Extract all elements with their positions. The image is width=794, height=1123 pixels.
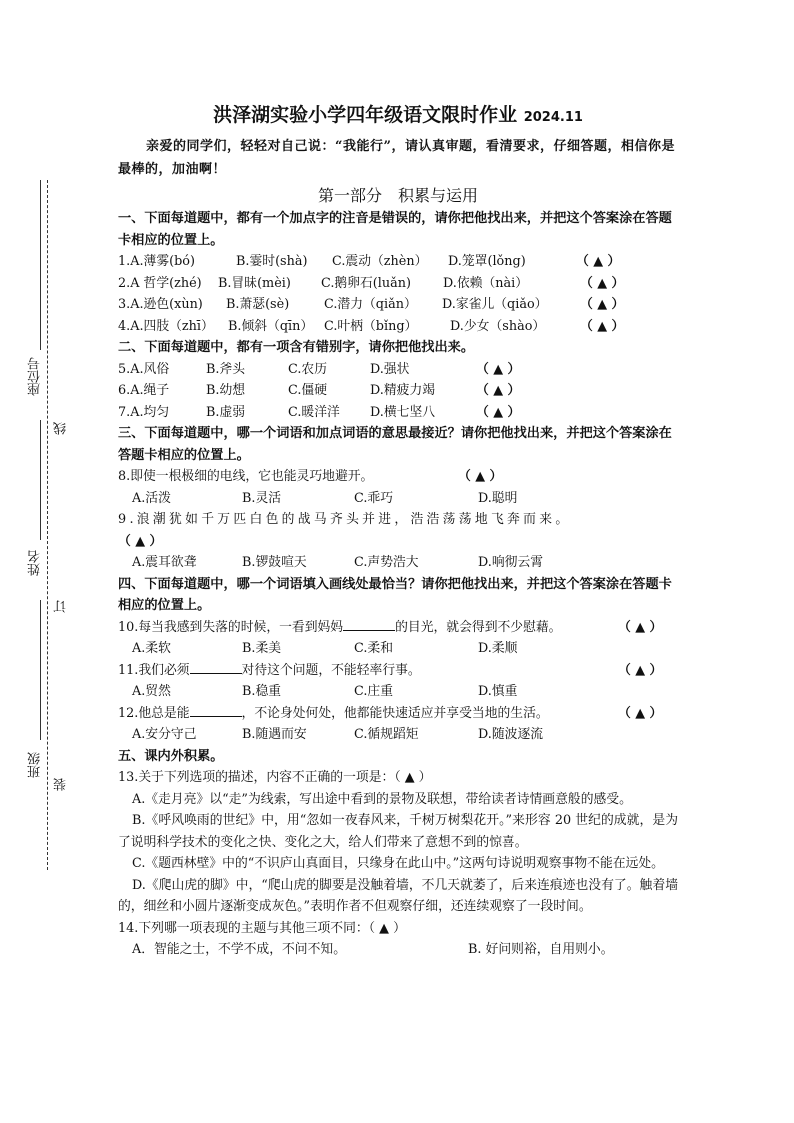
option-d[interactable]: D.随波逐流 — [478, 727, 544, 742]
intro-text: 亲爱的同学们，轻轻对自己说：“我能行”，请认真审题，看清要求，仔细答题，相信你是最棒的，加油啊！ — [118, 139, 675, 177]
question-6 — [118, 380, 678, 402]
option-c[interactable]: C.暖洋洋 — [288, 404, 340, 420]
section-1-heading: 一、下面每道题中，都有一个加点字的注音是错误的，请你把他找出来，并把这个答案涂在答题卡相应的位置上。 — [118, 211, 672, 248]
option-c[interactable]: C.声势浩大 — [354, 555, 419, 570]
class-blank[interactable] — [40, 600, 41, 740]
question-8-options — [118, 488, 678, 510]
question-12-stem — [118, 703, 678, 725]
fill-blank[interactable] — [190, 704, 242, 717]
option-a[interactable]: A．智能之士，不学不成，不问不知。 — [132, 942, 346, 957]
stem-before-blank: 11.我们必须 — [118, 662, 190, 678]
option-a[interactable]: A.安分守己 — [132, 727, 197, 742]
question-10-options — [118, 638, 678, 660]
question-11-options — [118, 681, 678, 703]
option-c[interactable]: C.庄重 — [354, 684, 393, 699]
option-b[interactable]: B.稳重 — [242, 684, 282, 699]
seat-number-blank[interactable] — [40, 180, 41, 350]
stem-before-blank: 12.他总是能 — [118, 705, 190, 721]
question-2 — [118, 273, 678, 295]
option-d[interactable]: D.柔顺 — [478, 641, 518, 656]
option-b[interactable]: B. 好问则裕，自用则小。 — [468, 942, 614, 957]
section-4-heading: 四、下面每道题中，哪一个词语填入画线处最恰当？请你把他找出来，并把这个答案涂在答题卡相应的位置上。 — [118, 576, 672, 613]
option-d[interactable]: D.家雀儿（qiǎo） — [442, 297, 548, 312]
option-b[interactable]: B.萧瑟(sè) — [226, 297, 290, 312]
question-13-option-d[interactable]: D.《爬山虎的脚》中，“爬山虎的脚要是没触着墙，不几天就萎了，后来连痕迹也没有了。触着墙的，细丝和小圆片逐渐变成灰色。”表明作者不但观察仔细，还连续观察了一段时间。 — [118, 877, 678, 914]
option-b[interactable]: B.锣鼓喧天 — [242, 555, 307, 570]
answer-slot[interactable]: （ ▲ ） — [476, 383, 521, 398]
option-a[interactable]: A.震耳欲聋 — [132, 555, 197, 570]
student-name-blank[interactable] — [40, 420, 41, 540]
option-c[interactable]: C.农历 — [288, 361, 327, 377]
binding-mark-zhuang: 装 — [54, 778, 69, 791]
question-9-stem — [118, 509, 678, 531]
answer-slot[interactable]: （ ▲ ） — [580, 318, 625, 334]
option-c[interactable]: C.潜力（qiǎn） — [324, 297, 417, 312]
option-b[interactable]: B.斧头 — [206, 361, 246, 377]
option-d[interactable]: D.聪明 — [478, 490, 518, 506]
answer-slot[interactable]: （ ▲ ） — [618, 619, 663, 635]
option-c[interactable]: C.僵硬 — [288, 383, 327, 398]
seat-number-label: 座位号 — [28, 357, 43, 396]
option-d[interactable]: D.笼罩(lǒng) — [448, 254, 526, 269]
question-text — [118, 660, 421, 682]
question-3 — [118, 294, 678, 316]
question-14-options — [118, 939, 678, 961]
binding-mark-ding: 订 — [54, 600, 69, 613]
option-d[interactable]: D.横七坚八 — [370, 404, 436, 420]
question-9-options — [118, 552, 678, 574]
title-text: 洪泽湖实验小学四年级语文限时作业 — [213, 104, 518, 126]
student-name-label: 姓名 — [28, 550, 43, 576]
option-a[interactable]: A.活泼 — [132, 490, 171, 506]
question-10-stem — [118, 617, 678, 639]
question-text: 13.关于下列选项的描述，内容不正确的一项是：（ ▲ ） — [118, 770, 432, 785]
option-a[interactable]: 4.A.四肢（zhī） — [118, 318, 214, 334]
option-c[interactable]: C.乖巧 — [354, 490, 393, 506]
answer-slot[interactable]: （ ▲ ） — [576, 254, 621, 269]
option-c[interactable]: C.柔和 — [354, 641, 393, 656]
stem-after-blank: ，不论身处何处，他都能快速适应并享受当地的生活。 — [241, 705, 549, 721]
question-13-stem — [118, 767, 678, 789]
binding-mark-line: 线 — [54, 422, 69, 435]
option-b[interactable]: B.虚弱 — [206, 404, 246, 420]
section-3-heading: 三、下面每道题中，哪一个词语和加点词语的意思最接近？请你把他找出来，并把这个答案涂在答题卡相应的位置上。 — [118, 426, 672, 463]
title-year: 2024.11 — [523, 110, 583, 125]
question-11-stem — [118, 660, 678, 682]
question-text: 9.浪潮犹如千万匹白色的战马齐头并进，浩浩荡荡地飞奔而来。 — [118, 512, 572, 527]
answer-slot[interactable]: （ ▲ ） — [458, 469, 503, 484]
option-d[interactable]: D.强状 — [370, 361, 410, 377]
class-label: 班级 — [28, 752, 43, 778]
option-b[interactable]: B.柔美 — [242, 641, 282, 656]
question-8-stem — [118, 466, 678, 488]
option-a[interactable]: 5.A.风俗 — [118, 361, 170, 377]
question-text: 14.下列哪一项表现的主题与其他三项不同：（ ▲ ） — [118, 920, 406, 936]
question-1 — [118, 251, 678, 273]
question-text — [118, 617, 561, 639]
option-c[interactable]: C.鹅卵石(luǎn) — [321, 275, 411, 291]
answer-slot[interactable]: （ ▲ ） — [476, 361, 521, 377]
answer-slot[interactable]: （ ▲ ） — [580, 275, 625, 291]
answer-slot[interactable]: （ ▲ ） — [618, 705, 663, 721]
option-c[interactable]: C.循规蹈矩 — [354, 727, 419, 742]
page-title — [118, 100, 678, 127]
question-14-stem — [118, 918, 678, 940]
section-5-heading: 五、课内外积累。 — [118, 748, 224, 764]
question-4 — [118, 316, 678, 338]
option-d[interactable]: D.慎重 — [478, 684, 518, 699]
option-a[interactable]: 7.A.均匀 — [118, 404, 170, 420]
option-d[interactable]: D.依赖（nài） — [443, 275, 529, 291]
question-9-answer — [118, 531, 678, 553]
question-7 — [118, 402, 678, 424]
question-12-options — [118, 724, 678, 746]
option-b[interactable]: B.冒昧(mèi) — [218, 275, 291, 291]
option-b[interactable]: B.随遇而安 — [242, 727, 307, 742]
option-b[interactable]: B.灵活 — [242, 490, 282, 506]
stem-before-blank: 10.每当我感到失落的时候，一看到妈妈 — [118, 619, 344, 635]
option-a[interactable]: 6.A.绳子 — [118, 383, 170, 398]
option-c[interactable]: C.叶柄（bǐng） — [324, 318, 418, 334]
question-5 — [118, 359, 678, 381]
option-b[interactable]: B.幼想 — [206, 383, 246, 398]
answer-slot[interactable]: （ ▲ ） — [118, 533, 163, 549]
option-d[interactable]: D.响彻云霄 — [478, 555, 544, 570]
option-d[interactable]: D.少女（shào） — [450, 318, 546, 334]
answer-slot[interactable]: （ ▲ ） — [618, 662, 663, 678]
stem-after-blank: 对待这个问题，不能轻率行事。 — [241, 662, 421, 678]
fill-blank[interactable] — [190, 661, 242, 674]
question-13-option-b[interactable]: B.《呼风唤雨的世纪》中，用“忽如一夜春风来，千树万树梨花开。”来形容 20 世纪的成就，是为了说明科学技术的变化之快、变化之大，给人们带来了意想不到的惊喜。 — [118, 813, 678, 850]
option-c[interactable]: C.震动（zhèn） — [332, 254, 428, 269]
part-one-heading: 第一部分 积累与运用 — [317, 186, 478, 205]
binding-line — [47, 180, 48, 870]
option-d[interactable]: D.精疲力竭 — [370, 383, 436, 398]
option-a[interactable]: 2.A 哲学(zhé) — [118, 275, 202, 291]
worksheet-content — [118, 100, 678, 961]
stem-after-blank: 的目光，就会得到不少慰藉。 — [395, 619, 562, 635]
option-a[interactable]: A.柔软 — [132, 641, 171, 656]
question-13-option-a[interactable]: A.《走月亮》以“走”为线索，写出途中看到的景物及联想，带给读者诗情画意般的感受。 — [132, 791, 632, 807]
question-text — [118, 703, 549, 725]
option-a[interactable]: A.贸然 — [132, 684, 171, 699]
option-b[interactable]: B.霎时(shà) — [236, 254, 308, 269]
option-b[interactable]: B.倾斜（qīn） — [228, 318, 314, 334]
section-2-heading: 二、下面每道题中，都有一项含有错别字，请你把他找出来。 — [118, 340, 475, 355]
option-a[interactable]: 3.A.逊色(xùn) — [118, 297, 203, 312]
answer-slot[interactable]: （ ▲ ） — [476, 404, 521, 420]
fill-blank[interactable] — [343, 618, 395, 631]
answer-slot[interactable]: （ ▲ ） — [580, 297, 625, 312]
question-13-option-c[interactable]: C.《题西林壁》中的“不识庐山真面目，只缘身在此山中。”这两句诗说明观察事物不能在远处。 — [132, 856, 664, 871]
question-text: 8.即使一根极细的电线，它也能灵巧地避开。 — [118, 469, 374, 484]
option-a[interactable]: 1.A.薄雾(bó) — [118, 254, 195, 269]
